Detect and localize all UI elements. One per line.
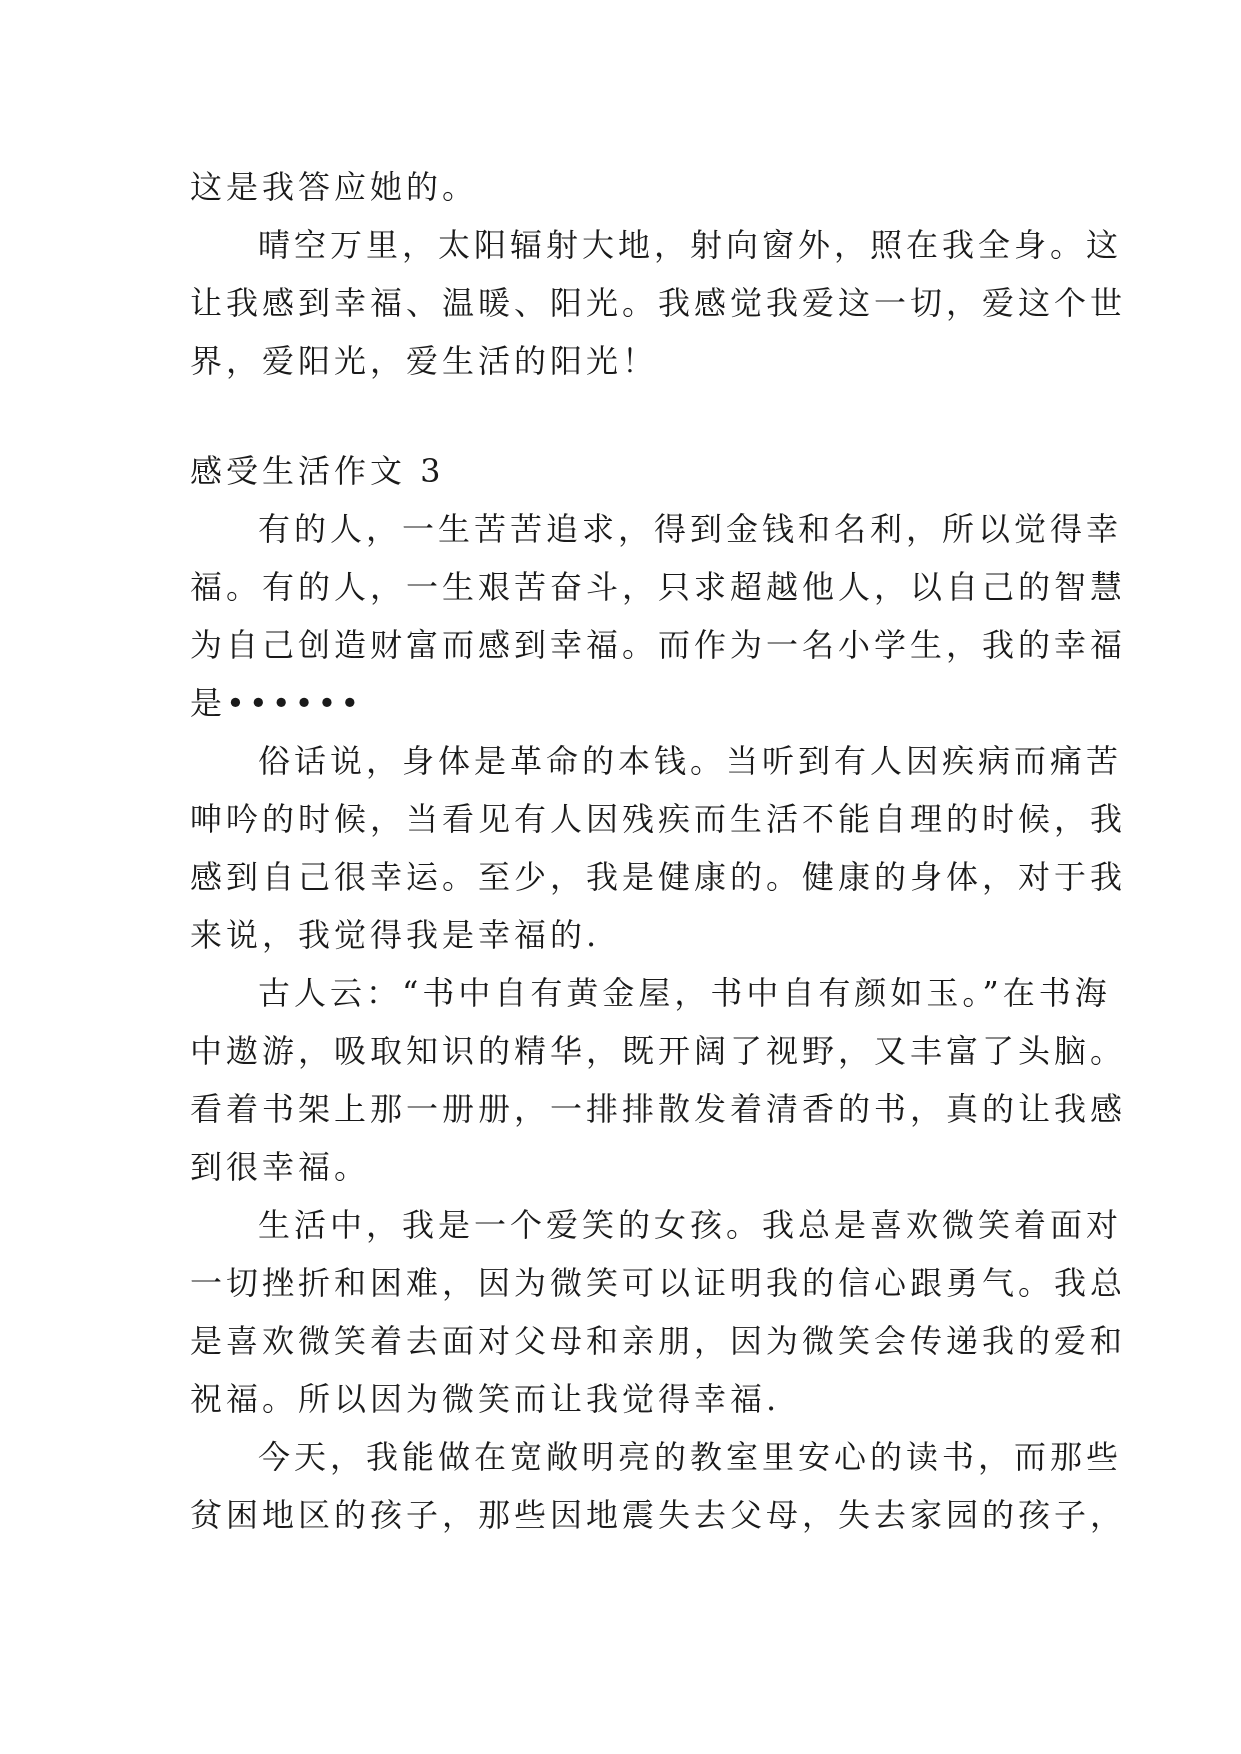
paragraph-sunshine <box>190 216 1127 390</box>
text-line: 感到自己很幸运。至少，我是健康的。健康的身体，对于我 <box>190 858 1127 896</box>
paragraph-3 <box>190 964 1127 1196</box>
text-line: 俗话说，身体是革命的本钱。当听到有人因疾病而痛苦 <box>258 742 1123 780</box>
continuation-paragraph <box>190 158 1050 216</box>
text-line: 到很幸福。 <box>190 1148 371 1186</box>
paragraph-2 <box>190 732 1127 964</box>
text-line: 今天，我能做在宽敞明亮的教室里安心的读书，而那些 <box>258 1438 1123 1476</box>
text-line: 是•••••• <box>190 684 364 722</box>
section-heading <box>190 442 1050 500</box>
document-body <box>190 158 1127 1544</box>
text-line: 福。有的人，一生艰苦奋斗，只求超越他人，以自己的智慧 <box>190 568 1127 606</box>
paragraph-1 <box>190 500 1127 732</box>
paragraph-4 <box>190 1196 1127 1428</box>
text-line: 一切挫折和困难，因为微笑可以证明我的信心跟勇气。我总 <box>190 1264 1127 1302</box>
text-line: 界，爱阳光，爱生活的阳光！ <box>190 342 659 380</box>
text-line: 为自己创造财富而感到幸福。而作为一名小学生，我的幸福 <box>190 626 1127 664</box>
paragraph-5 <box>190 1428 1127 1544</box>
text-line: 晴空万里，太阳辐射大地，射向窗外，照在我全身。这 <box>258 226 1123 264</box>
text-line: 是喜欢微笑着去面对父母和亲朋，因为微笑会传递我的爱和 <box>190 1322 1127 1360</box>
section-title: 感受生活作文 3 <box>190 452 445 490</box>
text-line: 让我感到幸福、温暖、阳光。我感觉我爱这一切，爱这个世 <box>190 284 1127 322</box>
text-line: 中遨游，吸取知识的精华，既开阔了视野，又丰富了头脑。 <box>190 1032 1127 1070</box>
text-line: 来说，我觉得我是幸福的. <box>190 916 601 954</box>
text-line: 贫困地区的孩子，那些因地震失去父母，失去家园的孩子， <box>190 1496 1127 1534</box>
text-line: 看着书架上那一册册，一排排散发着清香的书，真的让我感 <box>190 1090 1127 1128</box>
text-line: 生活中，我是一个爱笑的女孩。我总是喜欢微笑着面对 <box>258 1206 1123 1244</box>
text-line: 呻吟的时候，当看见有人因残疾而生活不能自理的时候，我 <box>190 800 1127 838</box>
text-line: 古人云：“书中自有黄金屋，书中自有颜如玉。”在书海 <box>258 974 1111 1012</box>
text-line: 祝福。所以因为微笑而让我觉得幸福. <box>190 1380 781 1418</box>
text-line: 有的人，一生苦苦追求，得到金钱和名利，所以觉得幸 <box>258 510 1123 548</box>
text-line: 这是我答应她的。 <box>190 168 479 206</box>
